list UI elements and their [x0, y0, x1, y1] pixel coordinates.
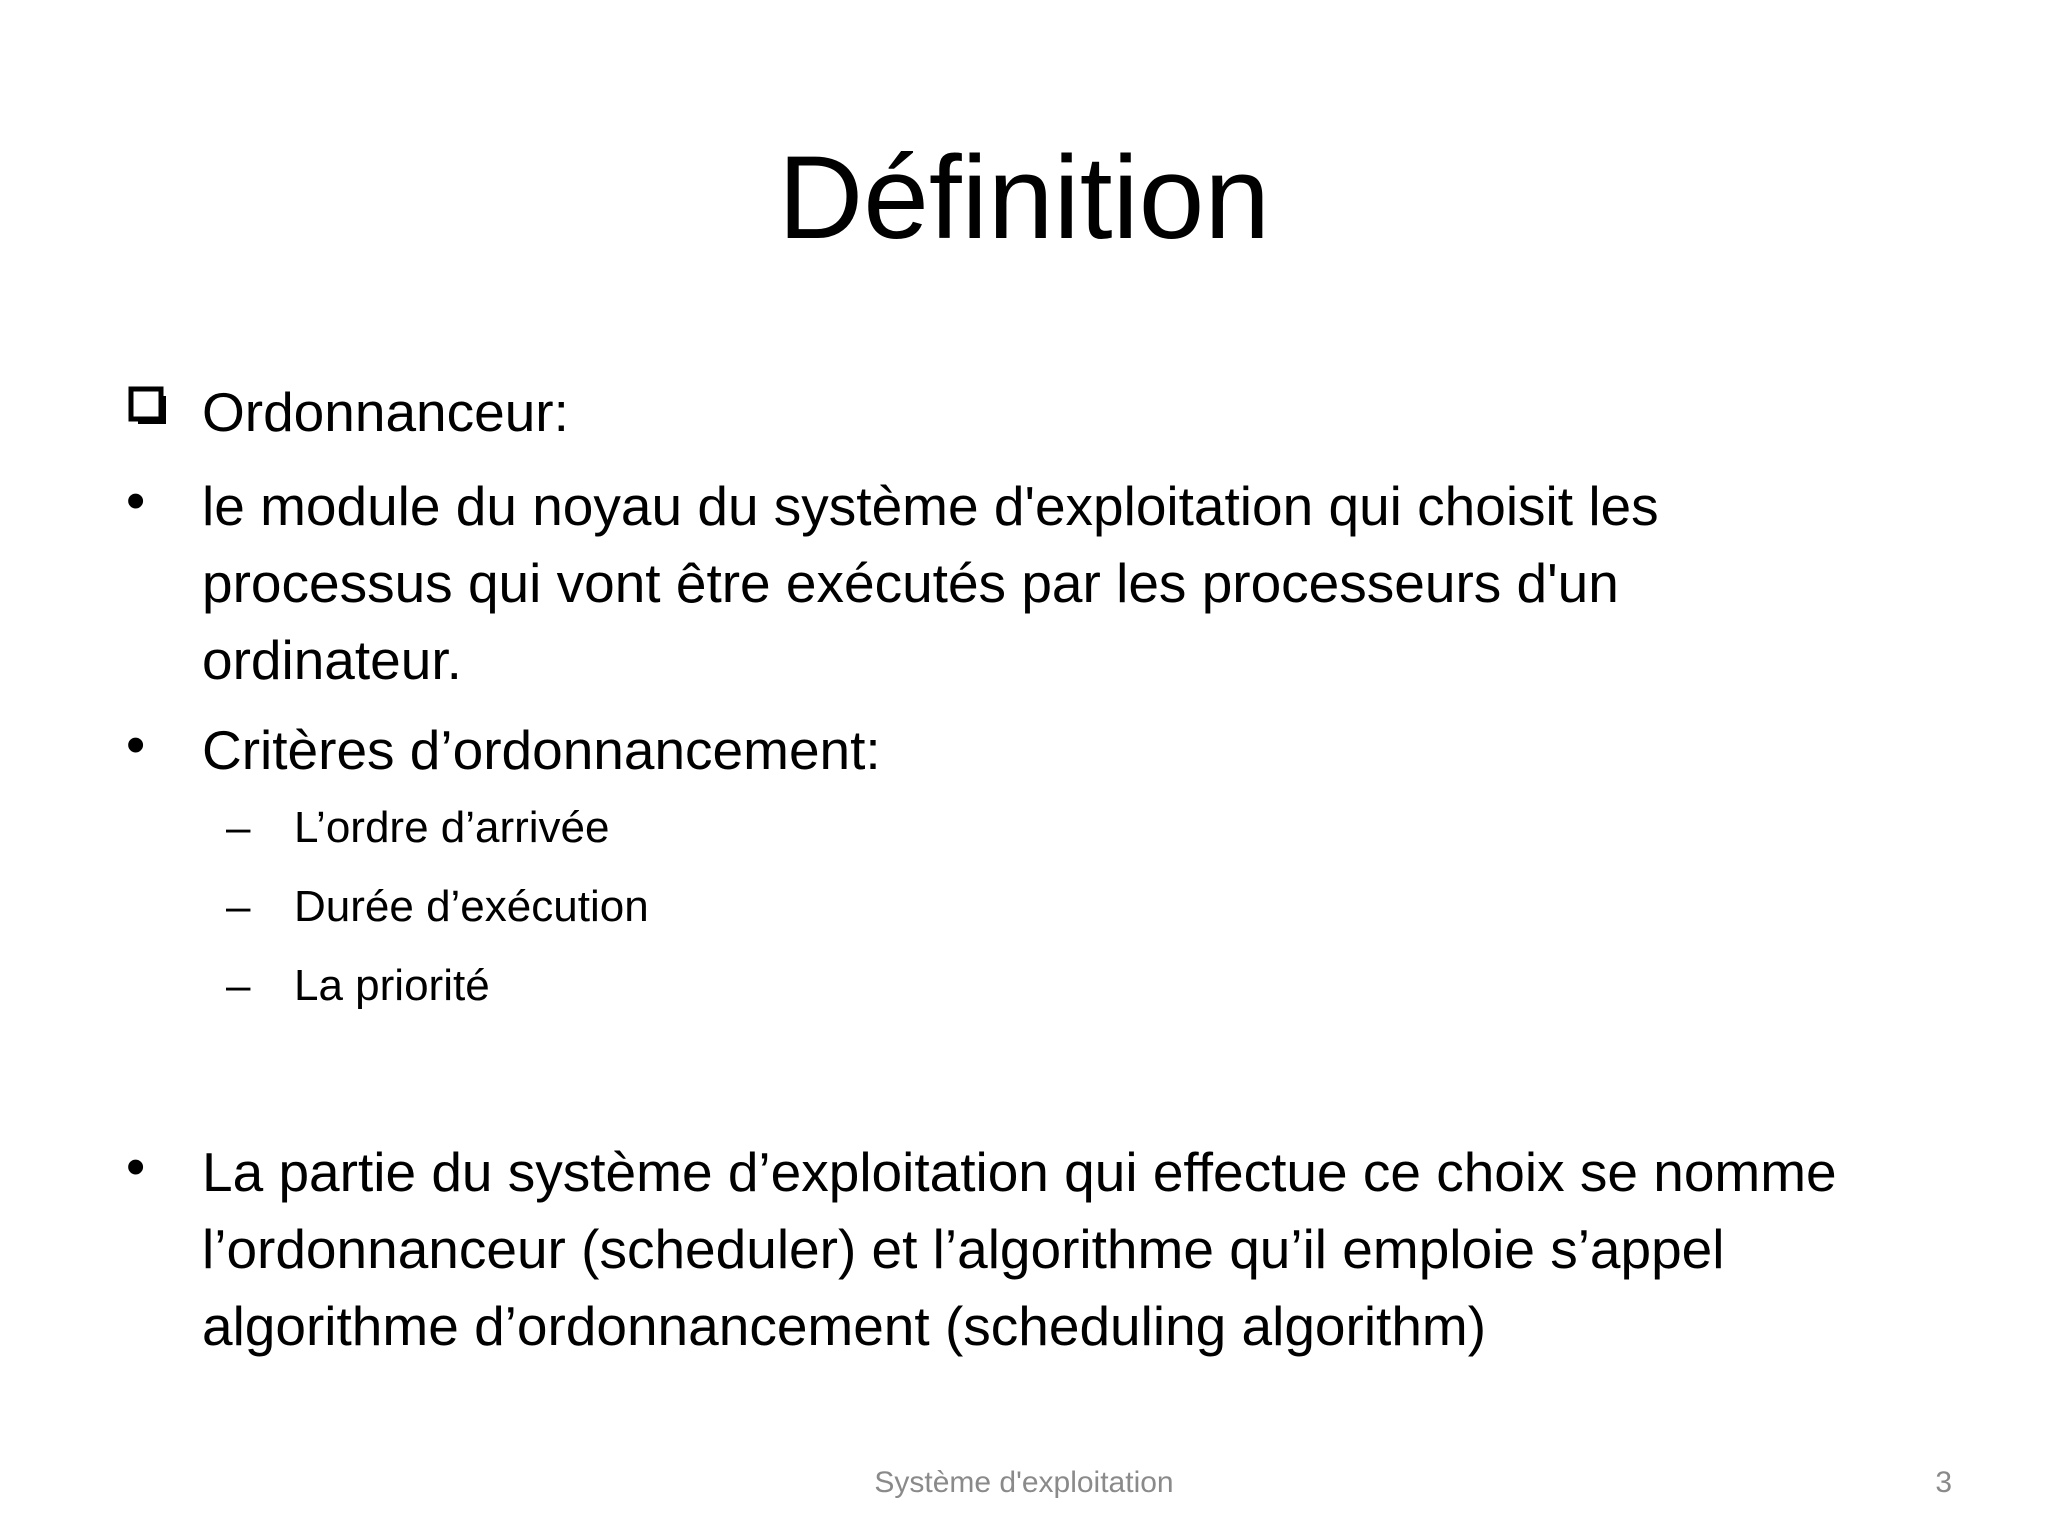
- sub-item-3: La priorité: [294, 961, 490, 1010]
- bullet-1-line-1: le module du noyau du système d'exploitation qui choisit les: [202, 475, 1659, 537]
- bullet-3-line-2: l’ordonnanceur (scheduler) et l’algorithme qu’il emploie s’appel: [202, 1218, 1725, 1280]
- sub-item-dash: –: [226, 882, 251, 931]
- bullet-1-line-3: ordinateur.: [202, 629, 462, 691]
- bullet-2-text: Critères d’ordonnancement:: [202, 719, 881, 781]
- bullet-1-line-2: processus qui vont être exécutés par les processeurs d'un: [202, 552, 1619, 614]
- slide-number: 3: [1935, 1466, 1952, 1499]
- slide-title: Définition: [778, 132, 1270, 264]
- footer-title: Système d'exploitation: [874, 1466, 1174, 1499]
- checkbox-square-icon: [128, 386, 168, 426]
- heading-item-ordonnanceur: Ordonnanceur:: [202, 381, 569, 443]
- bullet-marker: •: [126, 1135, 146, 1197]
- sub-item-dash: –: [226, 961, 251, 1010]
- bullet-3-line-1: La partie du système d’exploitation qui effectue ce choix se nomme: [202, 1141, 1837, 1203]
- sub-item-dash: –: [226, 803, 251, 852]
- sub-item-1: L’ordre d’arrivée: [294, 803, 610, 852]
- bullet-marker: •: [126, 469, 146, 531]
- sub-item-2: Durée d’exécution: [294, 882, 649, 931]
- bullet-marker: •: [126, 713, 146, 775]
- bullet-3-line-3: algorithme d’ordonnancement (scheduling algorithm): [202, 1295, 1487, 1357]
